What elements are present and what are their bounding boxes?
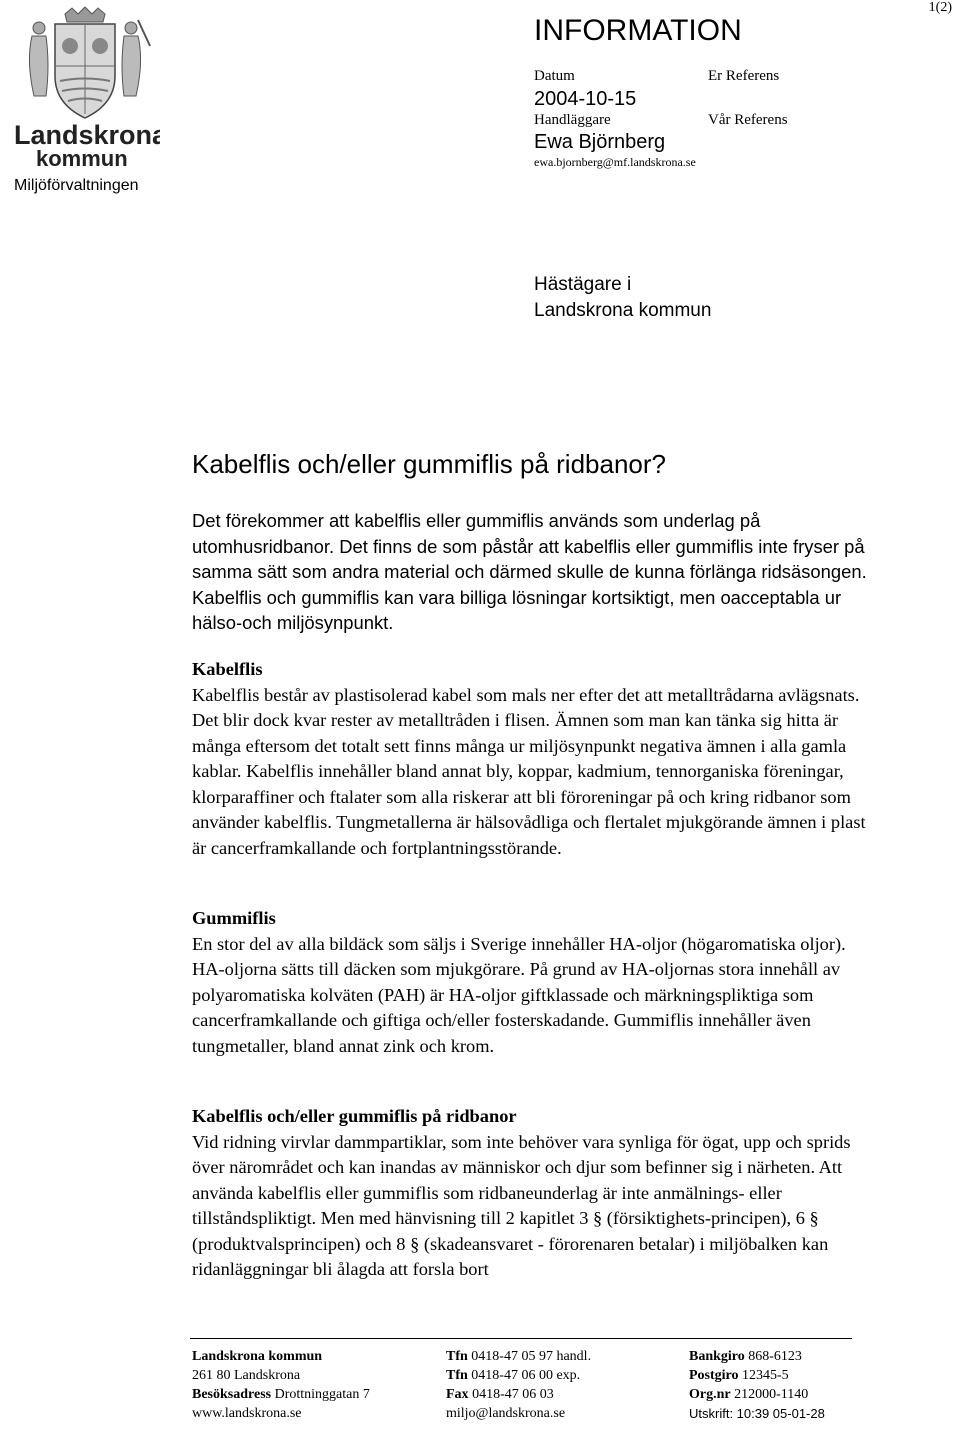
- footer-bank-column: [689, 1347, 825, 1423]
- handlaggare-name: Ewa Björnberg: [534, 131, 666, 153]
- footer-postgiro-value: 12345-5: [742, 1368, 789, 1383]
- handlaggare-email: ewa.bjornberg@mf.landskrona.se: [534, 155, 696, 169]
- footer-printed-timestamp: Utskrift: 10:39 05-01-28: [689, 1406, 825, 1421]
- footer-fax-value: 0418-47 06 03: [472, 1387, 554, 1402]
- footer-orgnr-label: Org.nr: [689, 1387, 731, 1402]
- section-title: Kabelflis och/eller gummiflis på ridbanor: [192, 1106, 517, 1126]
- footer-tfn-value: 0418-47 06 00 exp.: [471, 1368, 581, 1383]
- recipient-block: [534, 272, 711, 324]
- section-title: Gummiflis: [192, 908, 276, 928]
- footer-postal: 261 80 Landskrona: [192, 1368, 301, 1383]
- footer-org: Landskrona kommun: [192, 1349, 323, 1364]
- document-type: INFORMATION: [534, 14, 742, 47]
- page-number: 1(2): [928, 0, 952, 15]
- recipient-line: Hästägare i: [534, 274, 632, 295]
- footer-address-column: [192, 1347, 370, 1423]
- footer-visit-label: Besöksadress: [192, 1387, 272, 1402]
- section-body: En stor del av alla bildäck som säljs i Sverige innehåller HA-oljor (högaromatiska oljor). HA-oljorna sätts till däcken som mjukgörare. På grund av HA-oljornas stora innehåll av polyaromatiska kolväten (PAH) är HA-oljor giftklassade och märkningspliktiga som cancerframkallande och giftiga och/eller fosterskadande. Gummiflis innehåller även tungmetaller, bland annat zink och krom.: [192, 933, 846, 1056]
- section-body: Vid ridning virvlar dammpartiklar, som inte behöver vara synliga för ögat, upp och sprids över närområdet och kan inandas av människor och djur som befinner sig i närheten. Att använda kabelflis eller gummiflis som ridbaneunderlag är inte anmälnings- eller tillståndspliktigt. Men med hänvisning till 2 kapitlet 3 § (försiktighets-principen), 6 § (produktvalsprincipen) och 8 § (skadeansvaret - förorenaren betalar) i miljöbalken kan ridanläggningar bli ålagda att forsla bort: [192, 1131, 851, 1279]
- intro-paragraph: Det förekommer att kabelflis eller gummiflis används som underlag på utomhusridbanor. Det finns de som påstår att kabelflis eller gummiflis inte fryser på samma sätt som andra material och därmed skulle de kunna förlänga ridsäsongen. Kabelflis och gummiflis kan vara billiga lösningar kortsiktigt, men oacceptabla ur hälso-och miljösynpunkt.: [192, 510, 867, 633]
- svg-text:Landskrona: Landskrona: [14, 120, 160, 150]
- datum-label: Datum: [534, 68, 575, 84]
- section-body: Kabelflis består av plastisolerad kabel som mals ner efter det att metalltrådarna avlägsnats. Det blir dock kvar rester av metalltråden i flisen. Ämnen som man kan tänka sig hitta är många eftersom det totalt sett finns många ur miljösynpunkt negativa ämnen i alla gamla kablar. Kabelflis innehåller bland annat bly, koppar, kadmium, tennorganiska föreningar, klorparaffiner och ftalater som alla riskerar att bli föroreningar på och kring ridbanor som använder kabelflis. Tungmetallerna är hälsovådliga och flertalet mjukgörande ämnen i plast är cancerframkallande och fortplantningsstörande.: [192, 684, 866, 858]
- var-referens-label: Vår Referens: [708, 112, 788, 128]
- coat-of-arms-icon: [10, 6, 160, 166]
- footer-visit-value: Drottninggatan 7: [274, 1387, 370, 1402]
- footer-tfn-value: 0418-47 05 97 handl.: [471, 1349, 592, 1364]
- footer-postgiro-label: Postgiro: [689, 1368, 739, 1383]
- footer-tfn-label: Tfn: [446, 1349, 468, 1364]
- section-kabelflis: [192, 657, 882, 861]
- svg-text:kommun: kommun: [36, 146, 128, 166]
- footer-tfn-label: Tfn: [446, 1368, 468, 1383]
- footer-orgnr-value: 212000-1140: [734, 1387, 809, 1402]
- section-gummiflis: [192, 906, 882, 1059]
- section-title: Kabelflis: [192, 659, 263, 679]
- footer-bankgiro-label: Bankgiro: [689, 1349, 745, 1364]
- recipient-line: Landskrona kommun: [534, 300, 712, 321]
- datum-value: 2004-10-15: [534, 88, 637, 110]
- landskrona-logo: [10, 6, 160, 166]
- handlaggare-label: Handläggare: [534, 112, 611, 128]
- footer-contact-column: [446, 1347, 591, 1423]
- section-ridbanor: [192, 1104, 882, 1283]
- department-name: Miljöförvaltningen: [14, 177, 139, 194]
- footer-bankgiro-value: 868-6123: [748, 1349, 802, 1364]
- footer-divider: [190, 1338, 852, 1339]
- footer-web-link[interactable]: www.landskrona.se: [192, 1406, 302, 1421]
- footer-fax-label: Fax: [446, 1387, 469, 1402]
- document-heading: Kabelflis och/eller gummiflis på ridbanor?: [192, 449, 667, 479]
- footer-email-link[interactable]: miljo@landskrona.se: [446, 1406, 566, 1421]
- er-referens-label: Er Referens: [708, 68, 780, 84]
